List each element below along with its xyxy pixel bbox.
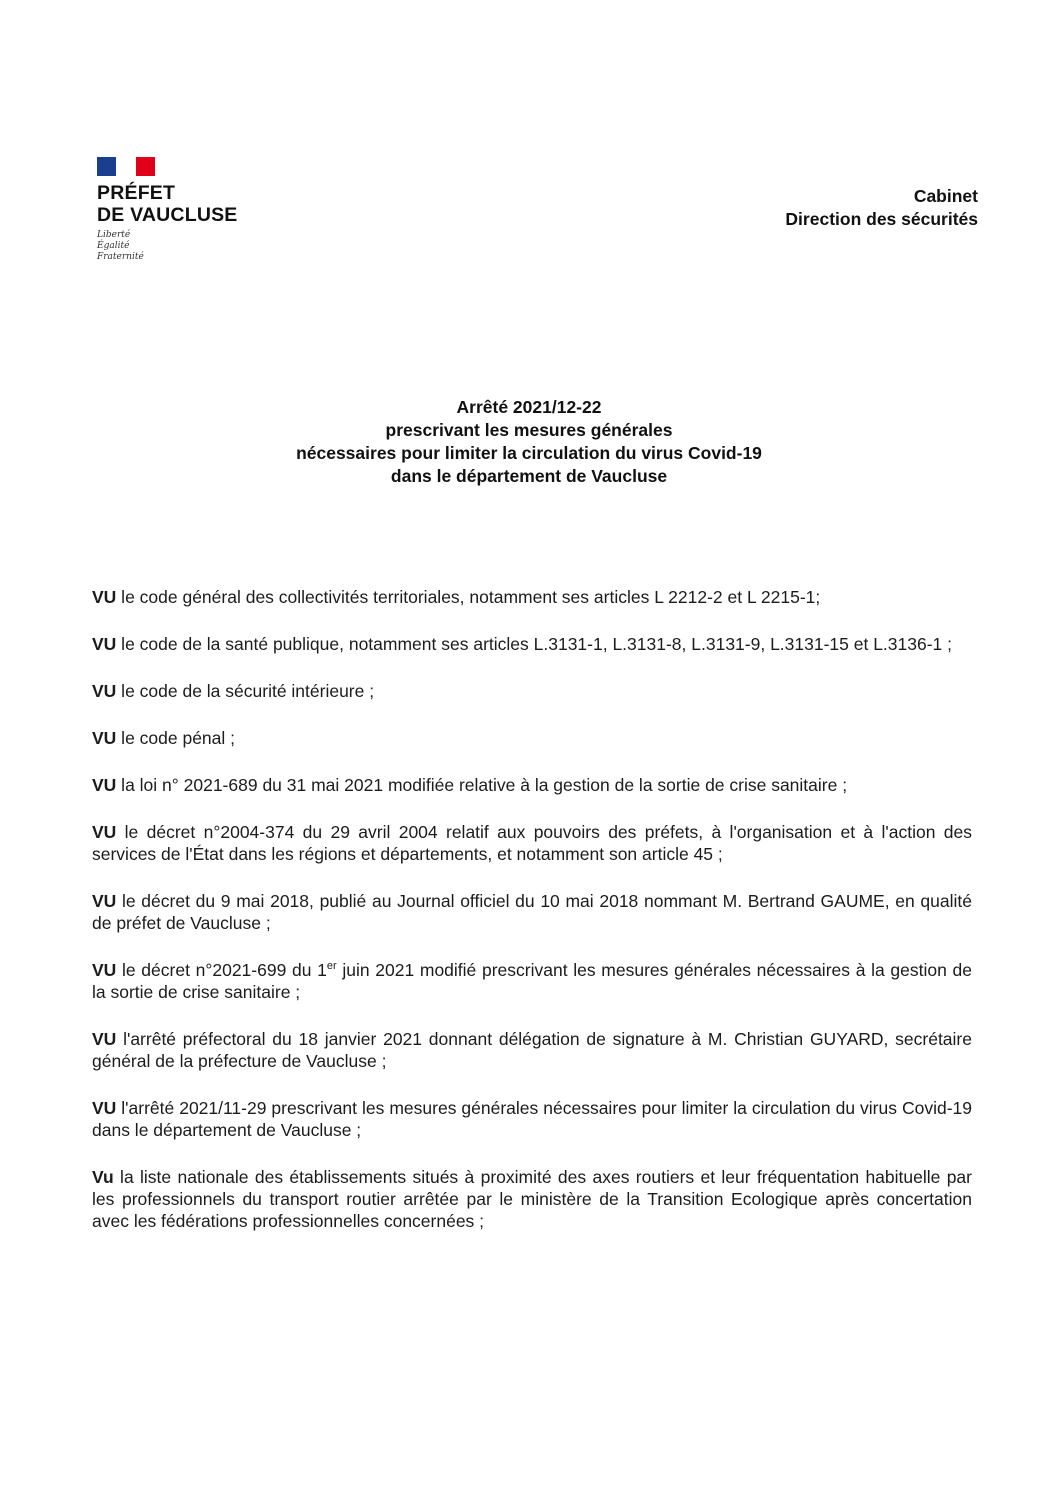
visa-paragraph — [92, 1166, 972, 1232]
logo-line-prefet: PRÉFET — [97, 182, 176, 204]
document-title — [0, 396, 1058, 488]
title-line-3: nécessaires pour limiter la circulation du virus Covid-19 — [296, 443, 762, 463]
visa-paragraph — [92, 1097, 972, 1141]
title-line-4: dans le département de Vaucluse — [390, 466, 668, 486]
visa-text-after: juin 2021 modifié prescrivant les mesures générales nécessaires à la gestion de la sortie de crise sanitaire ; — [92, 960, 972, 1002]
visa-lead: VU — [92, 960, 117, 980]
visa-text: la loi n° 2021-689 du 31 mai 2021 modifiée relative à la gestion de la sortie de crise sanitaire ; — [116, 775, 848, 795]
visa-text: le décret n°2004-374 du 29 avril 2004 relatif aux pouvoirs des préfets, à l'organisation et à l'action des services de l'État dans les régions et départements, et notamment son article 45 ; — [92, 822, 972, 864]
visas-list — [92, 586, 972, 1257]
visa-lead: VU — [92, 1029, 117, 1049]
motto-fraternite: Fraternité — [97, 252, 144, 262]
visa-lead: VU — [92, 634, 117, 654]
visa-lead: VU — [92, 587, 117, 607]
issuing-service — [785, 185, 978, 231]
service-direction: Direction des sécurités — [785, 209, 978, 229]
visa-paragraph — [92, 1028, 972, 1072]
visa-lead: Vu — [92, 1167, 114, 1187]
service-cabinet: Cabinet — [913, 186, 978, 206]
visa-text: le code pénal ; — [116, 728, 236, 748]
visa-lead: VU — [92, 891, 117, 911]
visa-text: le décret du 9 mai 2018, publié au Journal officiel du 10 mai 2018 nommant M. Bertrand GAUME, en qualité de préfet de Vaucluse ; — [92, 891, 972, 933]
visa-lead: VU — [92, 775, 117, 795]
visa-paragraph — [92, 959, 972, 1003]
visa-lead: VU — [92, 1098, 117, 1118]
republic-motto — [97, 230, 267, 263]
visa-paragraph — [92, 890, 972, 934]
visa-paragraph — [92, 821, 972, 865]
marianne-flag-icon — [97, 157, 155, 176]
prefecture-logo — [97, 157, 267, 263]
visa-lead: VU — [92, 728, 117, 748]
title-line-2: prescrivant les mesures générales — [385, 420, 673, 440]
visa-text-before: le décret n°2021-699 du 1 — [116, 960, 327, 980]
visa-paragraph — [92, 633, 972, 655]
logo-line-vaucluse: DE VAUCLUSE — [97, 204, 238, 226]
visa-paragraph — [92, 774, 972, 796]
motto-egalite: Égalité — [97, 241, 130, 251]
visa-text: la liste nationale des établissements situés à proximité des axes routiers et leur fréquentation habituelle par les professionnels du transport routier arrêtée par le ministère de la Transition Ecologique après concertation avec les fédérations professionnelles concernées ; — [92, 1167, 972, 1231]
visa-text: le code de la sécurité intérieure ; — [116, 681, 375, 701]
visa-text: le code général des collectivités territoriales, notamment ses articles L 2212-2 et L 2215-1; — [116, 587, 821, 607]
visa-paragraph — [92, 680, 972, 702]
visa-lead: VU — [92, 822, 117, 842]
visa-lead: VU — [92, 681, 117, 701]
visa-paragraph — [92, 727, 972, 749]
visa-paragraph — [92, 586, 972, 608]
motto-liberte: Liberté — [97, 230, 131, 240]
title-line-1: Arrêté 2021/12-22 — [456, 397, 602, 417]
visa-text: le code de la santé publique, notamment ses articles L.3131-1, L.3131-8, L.3131-9, L.3131-15 et L.3136-1 ; — [116, 634, 953, 654]
visa-superscript: er — [326, 960, 337, 973]
visa-text: l'arrêté préfectoral du 18 janvier 2021 donnant délégation de signature à M. Christian GUYARD, secrétaire général de la préfecture de Vaucluse ; — [92, 1029, 972, 1071]
visa-text: l'arrêté 2021/11-29 prescrivant les mesures générales nécessaires pour limiter la circulation du virus Covid-19 dans le département de Vaucluse ; — [92, 1098, 972, 1140]
